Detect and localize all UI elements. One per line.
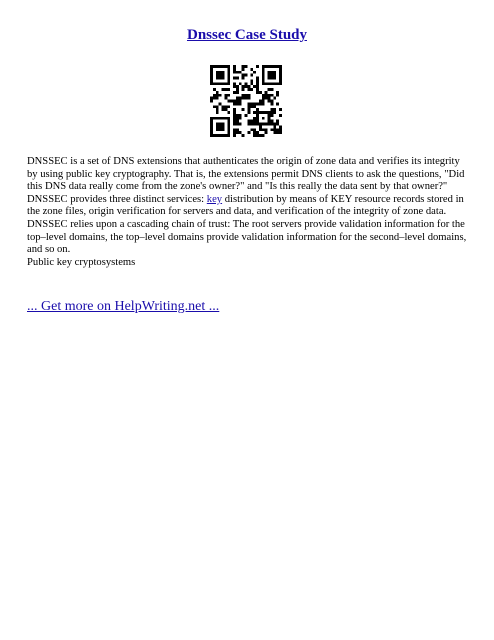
paragraph-intro: DNSSEC is a set of DNS extensions that authenticates the origin of zone data and verifies its integrity by using public key cryptography. That is, the extensions permit DNS clients to ask the questions, "Did this DNS data really come from the zone's owner?" and "Is this really the data sent by that owner?": [27, 156, 465, 193]
paragraph-services: [27, 194, 469, 257]
get-more-link[interactable]: ... Get more on HelpWriting.net ...: [27, 299, 220, 314]
page-title: [0, 26, 494, 44]
paragraph-services-rest: distribution by means of KEY resource records stored in the zone files, origin verification for servers and data, and verification of the integrity of zone data. DNSSEC relies upon a cascading chain of trust: The root servers provide validation information for the top–level domains, the top–level domains provide validation information for the second–level domains, and so on.: [27, 193, 467, 256]
paragraph-public-key: Public key cryptosystems: [27, 256, 136, 268]
qr-code-icon: [210, 65, 282, 137]
key-link[interactable]: key: [206, 193, 223, 205]
more-link-line: [27, 298, 469, 315]
title-link[interactable]: Dnssec Case Study: [186, 27, 307, 43]
body-text: [27, 156, 469, 269]
paragraph-services-start: DNSSEC provides three distinct services:: [27, 193, 207, 205]
